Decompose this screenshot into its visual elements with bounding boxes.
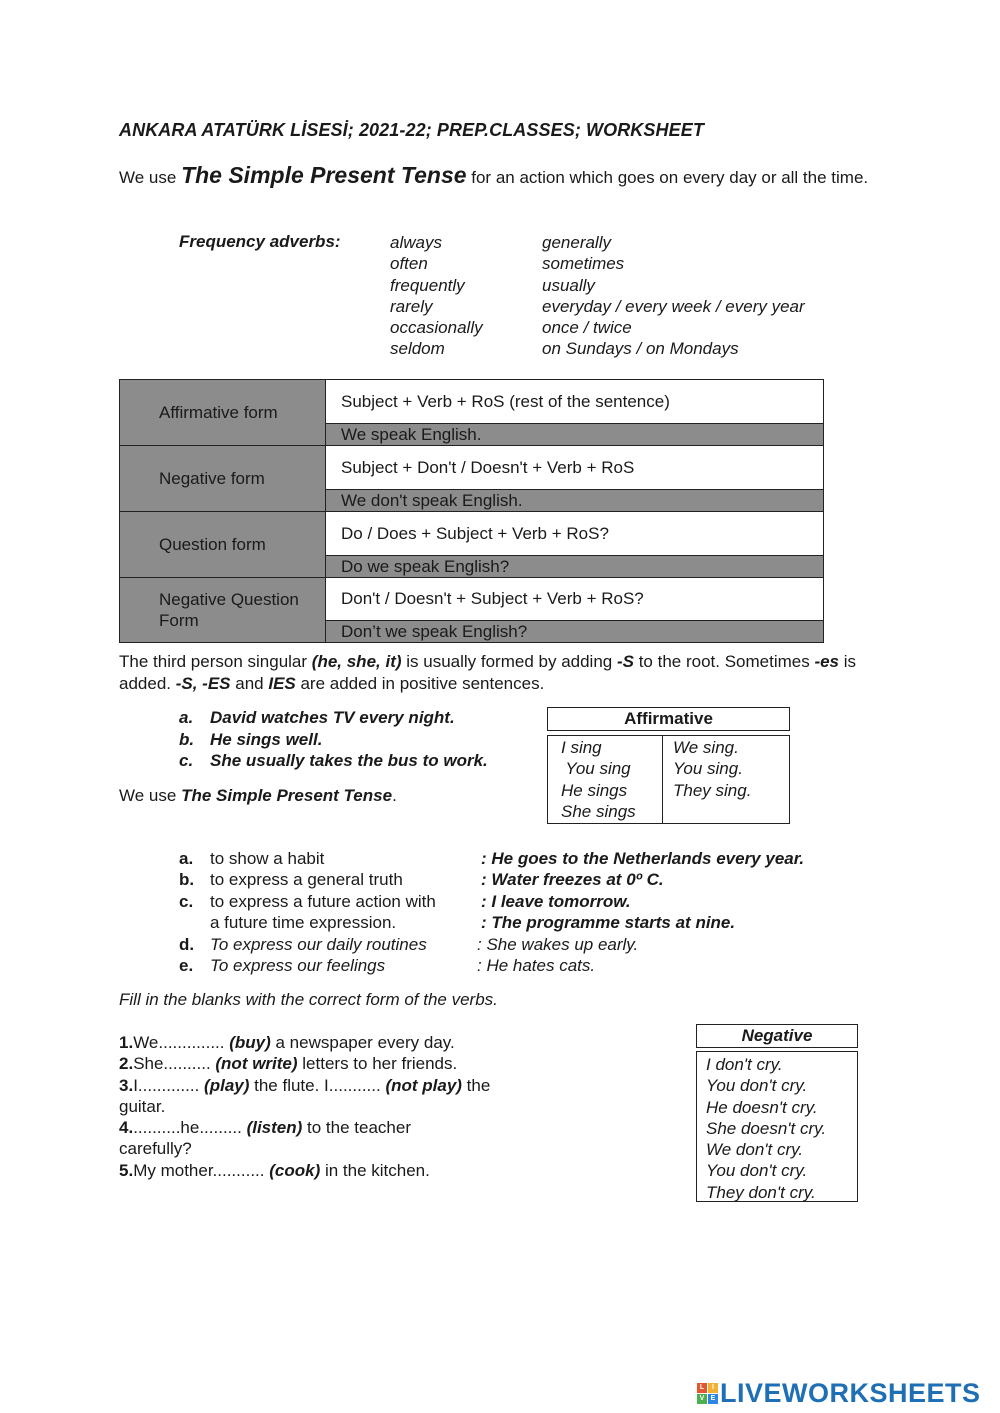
use-letter: c. [179, 891, 194, 911]
use-letter: a. [179, 849, 194, 868]
form-example: We don't speak English. [326, 490, 823, 511]
use-row [179, 869, 804, 890]
conjugation: You sing. [673, 759, 743, 779]
text: in the kitchen. [320, 1160, 430, 1180]
fill-instruction: Fill in the blanks with the correct form of the verbs. [119, 990, 498, 1009]
negative-line: You don't cry. [706, 1161, 808, 1181]
item-letter: a. [179, 708, 194, 727]
use-letter [179, 912, 210, 933]
use-letter: b. [179, 870, 195, 890]
use-row [179, 891, 804, 912]
conjugation: He sings [561, 780, 628, 800]
form-example: We speak English. [326, 424, 823, 445]
form-name: Question form [120, 512, 326, 577]
form-row-negative [120, 446, 823, 512]
use-description: to express a future action with [210, 891, 436, 911]
pronouns: (he, she, it) [311, 652, 402, 671]
text: to the root. Sometimes [633, 652, 815, 671]
blank-text: ..........he......... [133, 1118, 247, 1138]
text: We use [119, 786, 182, 805]
text: a newspaper every day. [270, 1033, 455, 1052]
affirmative-title: Affirmative [547, 707, 790, 731]
adverb: always [390, 233, 442, 252]
adverb: once / twice [542, 318, 632, 338]
item-text: She usually takes the bus to work. [210, 751, 488, 770]
use-example: : She wakes up early. [477, 934, 639, 954]
exercise-number: 4. [119, 1118, 134, 1138]
use-letter: d. [179, 934, 195, 954]
negative-line: They don't cry. [706, 1182, 816, 1202]
logo-letter: I [708, 1383, 718, 1393]
use-row [179, 955, 804, 976]
use-example: : He goes to the Netherlands every year. [481, 849, 805, 868]
third-person-paragraph [119, 651, 899, 695]
conjugation: I sing [561, 738, 602, 757]
logo-mark-icon [697, 1383, 718, 1404]
exercise-item [119, 1117, 449, 1160]
use-example: : Water freezes at 0º C. [481, 870, 664, 890]
form-name: Affirmative form [120, 380, 326, 445]
form-row-affirmative [120, 380, 823, 446]
adverb: seldom [390, 339, 445, 359]
form-example: Don’t we speak English? [326, 621, 823, 642]
worksheet-header: ANKARA ATATÜRK LİSESİ; 2021-22; PREP.CLASSES; WORKSHEET [119, 120, 704, 140]
conjugation: They sing. [673, 780, 752, 800]
adverb: generally [542, 233, 611, 252]
frequency-column-1 [390, 232, 483, 360]
adverb: everyday / every week / every year [542, 296, 805, 316]
verb-hint: (cook) [269, 1160, 321, 1180]
verb-hint: (not play) [385, 1075, 462, 1095]
use-example: : The programme starts at nine. [481, 913, 736, 933]
text: the flute. I........... [249, 1075, 386, 1095]
use-description: to express a general truth [210, 870, 403, 890]
adverb: often [390, 254, 428, 274]
intro-pre: We use [119, 168, 182, 187]
negative-line: He doesn't cry. [706, 1097, 818, 1117]
text: the guitar. [119, 1075, 491, 1116]
affirmative-column-1 [548, 736, 663, 823]
negative-title: Negative [696, 1024, 858, 1048]
verb-hint: (listen) [246, 1118, 303, 1138]
adverb: usually [542, 275, 595, 295]
intro-paragraph [119, 164, 889, 189]
form-rule: Subject + Verb + RoS (rest of the sentence) [326, 380, 823, 424]
conjugation: We sing. [673, 738, 739, 757]
blank-text: My mother........... [133, 1160, 270, 1180]
negative-table [696, 1051, 858, 1202]
verb-hint: (play) [204, 1075, 250, 1095]
form-example: Do we speak English? [326, 556, 823, 577]
text: to the teacher carefully? [119, 1118, 411, 1159]
text: and [230, 674, 269, 693]
negative-line: You don't cry. [706, 1076, 808, 1096]
suffix: -es [814, 652, 840, 671]
form-row-question [120, 512, 823, 578]
example-sentences [179, 707, 488, 772]
blank-text: We.............. [133, 1033, 230, 1052]
suffix: IES [268, 674, 296, 693]
use-example: : I leave tomorrow. [481, 891, 631, 911]
exercise-number: 1. [119, 1033, 134, 1052]
form-name: Negative Question Form [120, 578, 326, 642]
uses-list [179, 848, 804, 976]
frequency-label: Frequency adverbs: [179, 232, 341, 251]
verb-hint: (buy) [229, 1033, 271, 1052]
exercise-number: 2. [119, 1054, 134, 1074]
form-row-negative-question [120, 578, 823, 642]
list-item [179, 729, 488, 751]
list-item [179, 750, 488, 772]
use-description: to show a habit [210, 849, 325, 868]
we-use-line [119, 786, 397, 806]
text: The third person singular [119, 652, 312, 671]
exercise-number: 5. [119, 1160, 134, 1180]
use-row [179, 934, 804, 955]
affirmative-column-2 [663, 736, 751, 823]
adverb: sometimes [542, 254, 625, 274]
use-letter: e. [179, 955, 194, 975]
use-row [179, 912, 804, 933]
intro-post: for an action which goes on every day or all the time. [466, 168, 869, 187]
tense-name: The Simple Present Tense [181, 162, 467, 188]
text: is usually formed by adding [401, 652, 617, 671]
text: are added in positive sentences. [295, 674, 545, 693]
logo-letter: L [697, 1383, 707, 1393]
use-description: a future time expression. [210, 913, 397, 933]
brand-name: LIVEWORKSHEETS [720, 1378, 981, 1408]
exercise-item [119, 1053, 519, 1074]
conjugation: She sings [561, 801, 636, 821]
adverb: on Sundays / on Mondays [542, 339, 739, 359]
exercise-list [119, 1032, 519, 1181]
tense-name: The Simple Present Tense [181, 786, 393, 805]
list-item [179, 707, 488, 729]
item-text: David watches TV every night. [210, 708, 455, 727]
exercise-item [119, 1160, 519, 1181]
blank-text: I............. [133, 1075, 205, 1095]
verb-hint: (not write) [215, 1054, 298, 1074]
text: is added. [119, 652, 857, 693]
affirmative-table [547, 735, 790, 824]
adverb: rarely [390, 296, 433, 316]
item-text: He sings well. [210, 729, 323, 749]
form-rule: Subject + Don't / Doesn't + Verb + RoS [326, 446, 823, 490]
suffix: -S, -ES [175, 674, 231, 693]
form-rule: Do / Does + Subject + Verb + RoS? [326, 512, 823, 556]
form-name: Negative form [120, 446, 326, 511]
item-letter: b. [179, 729, 195, 749]
use-description: To express our daily routines [210, 934, 427, 954]
blank-text: She.......... [133, 1054, 216, 1074]
adverb: occasionally [390, 318, 483, 338]
form-rule: Don't / Doesn't + Subject + Verb + RoS? [326, 578, 823, 621]
exercise-item [119, 1032, 519, 1053]
frequency-column-2 [542, 232, 805, 360]
negative-line: We don't cry. [706, 1140, 804, 1160]
logo-letter: E [708, 1394, 718, 1404]
adverb: frequently [390, 275, 465, 295]
item-letter: c. [179, 751, 194, 770]
text: letters to her friends. [297, 1054, 458, 1074]
logo-letter: V [697, 1394, 707, 1404]
use-row [179, 848, 804, 869]
exercise-item [119, 1075, 504, 1118]
suffix: -S [616, 652, 634, 671]
text: . [392, 786, 397, 805]
exercise-number: 3. [119, 1075, 134, 1095]
negative-line: She doesn't cry. [706, 1118, 827, 1138]
liveworksheets-logo[interactable] [697, 1378, 981, 1409]
use-example: : He hates cats. [477, 955, 596, 975]
conjugation: You sing [561, 759, 631, 779]
negative-line: I don't cry. [706, 1055, 783, 1074]
sentence-forms-table [119, 379, 824, 643]
use-description: To express our feelings [210, 955, 386, 975]
